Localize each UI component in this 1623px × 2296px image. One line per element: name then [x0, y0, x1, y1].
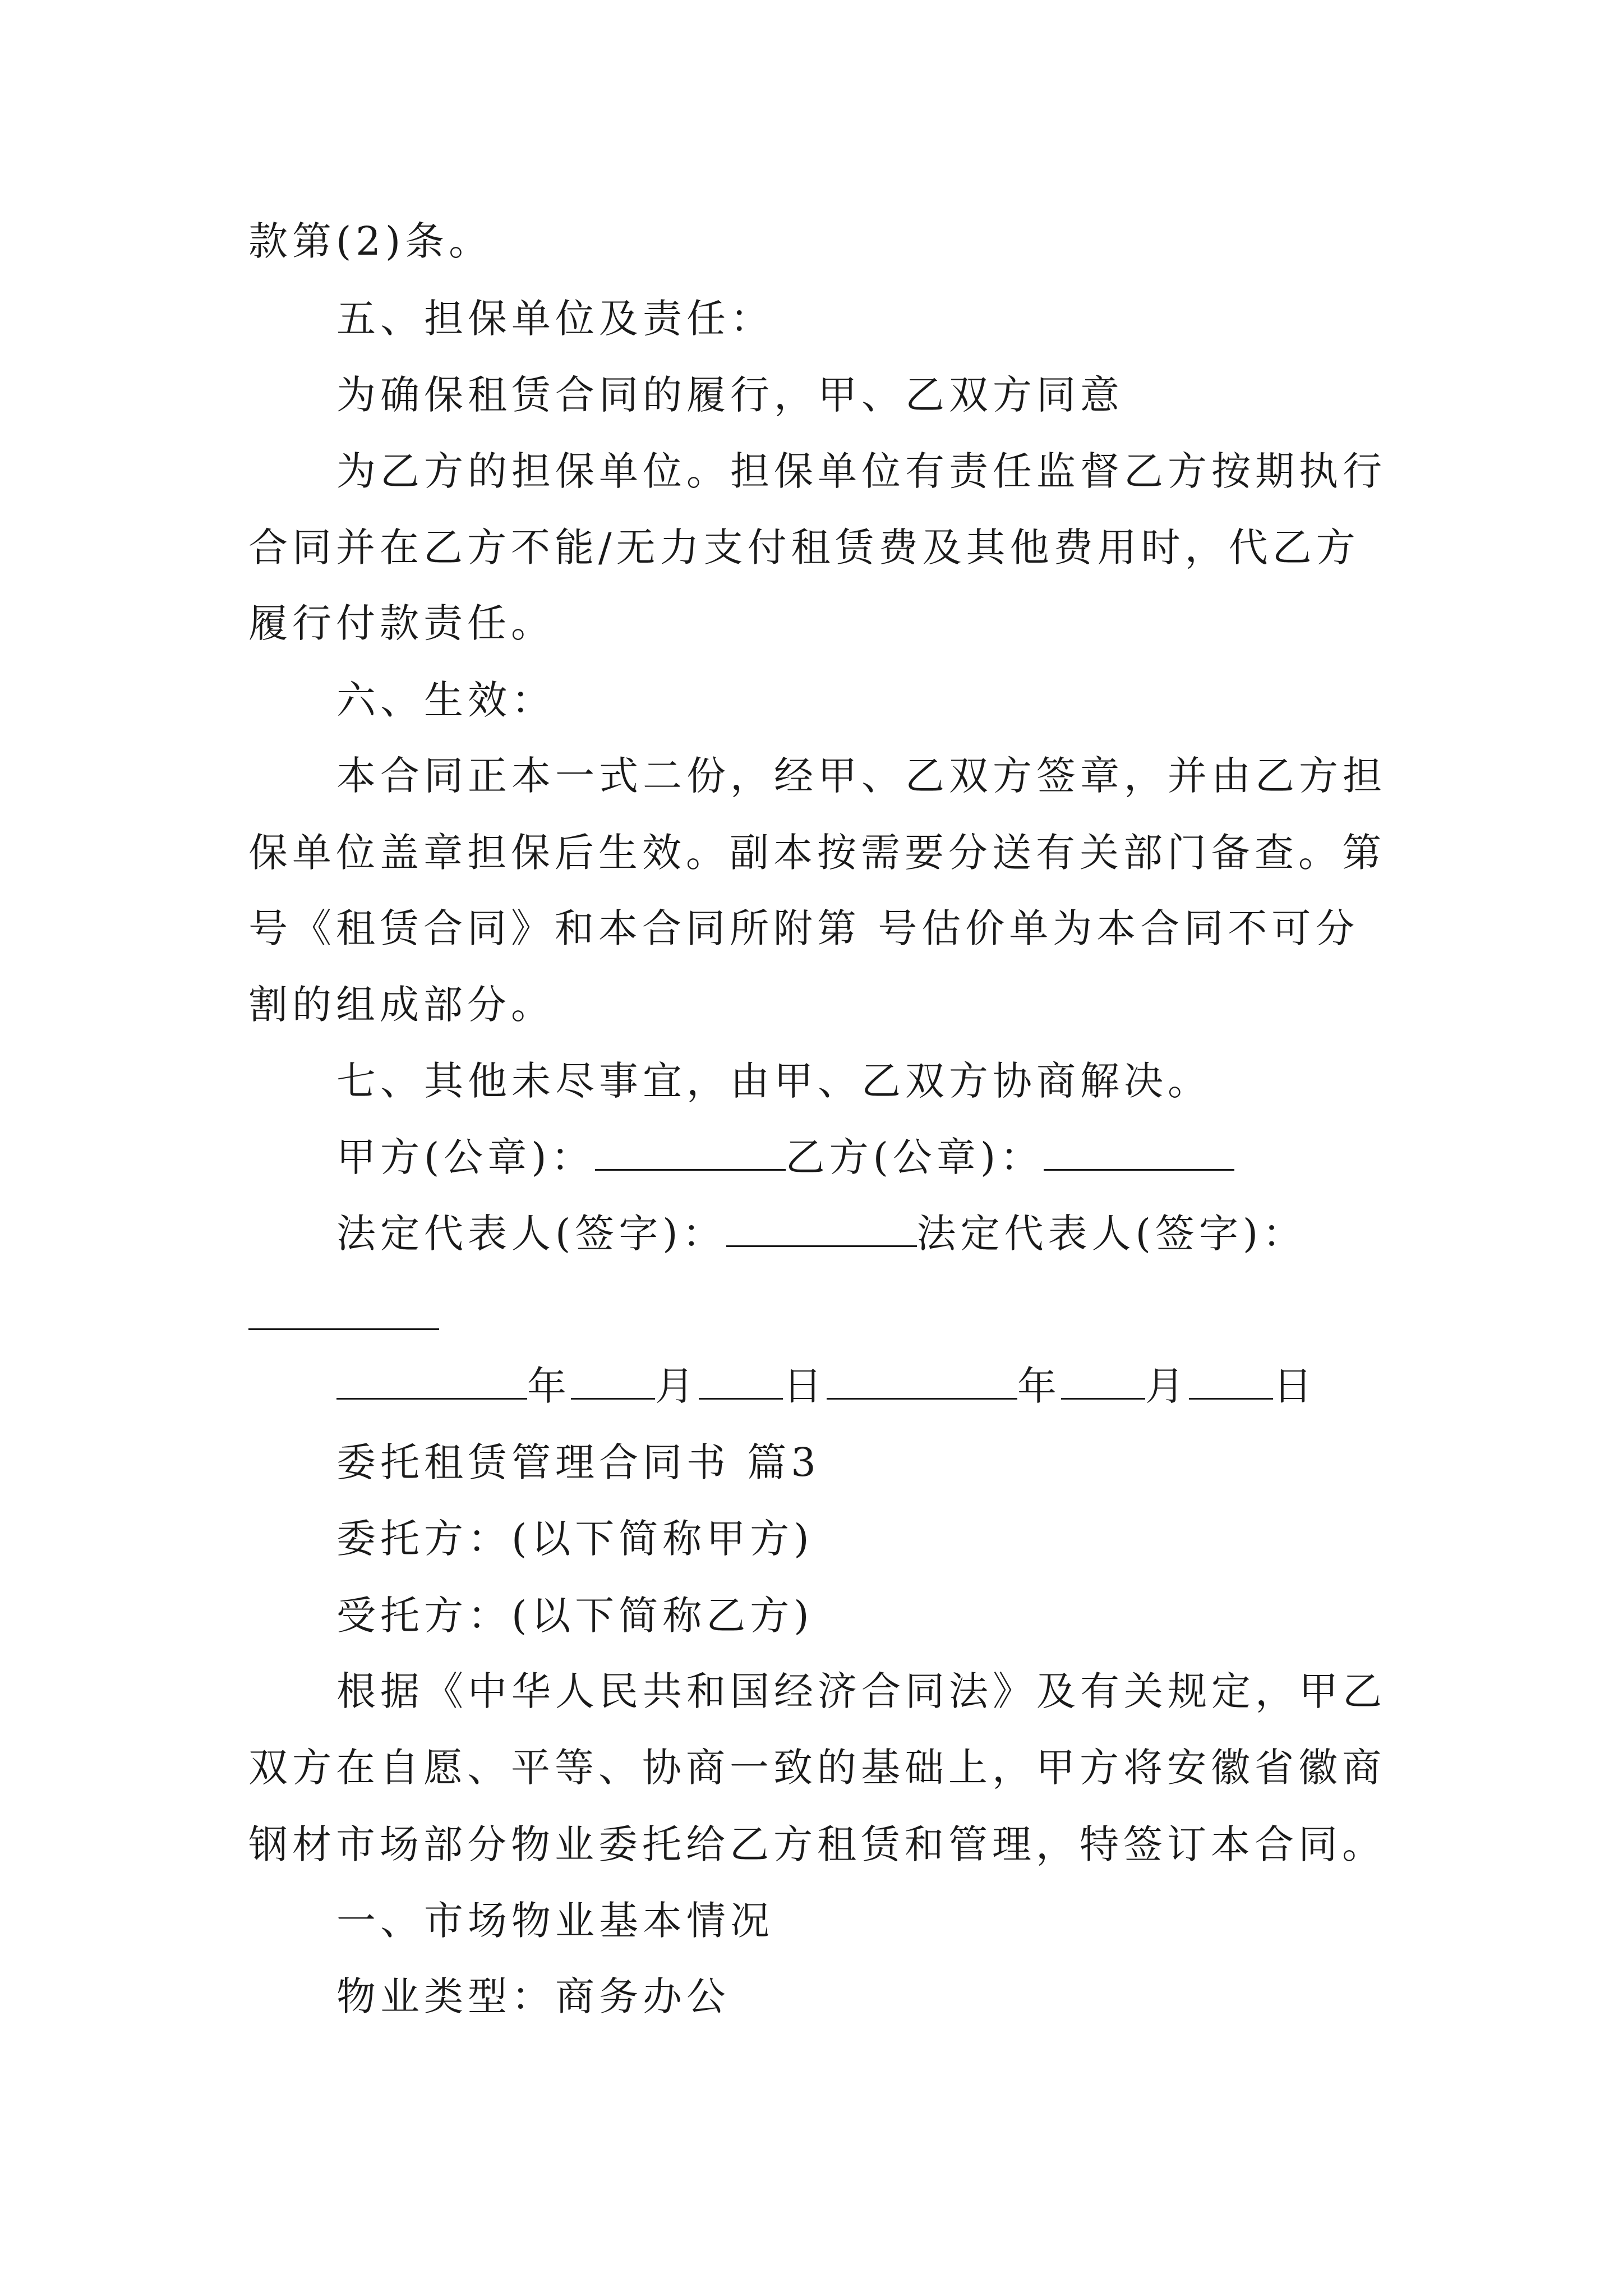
legal-rep-a-blank — [726, 1212, 917, 1247]
day-blank-b — [1189, 1364, 1273, 1400]
section-title: 委托租赁管理合同书 篇3 — [336, 1439, 820, 1485]
intro-line: 钢材市场部分物业委托给乙方租赁和管理，特签订本合同。 — [248, 1821, 1386, 1867]
party-b-seal-blank — [1044, 1135, 1234, 1171]
paragraph-line: 为乙方的担保单位。担保单位有责任监督乙方按期执行 — [336, 448, 1386, 494]
year-blank-a — [336, 1364, 527, 1400]
year-label: 年 — [527, 1363, 571, 1409]
month-label: 月 — [655, 1363, 699, 1409]
paragraph-line: 号《租赁合同》和本合同所附第 号估价单为本合同不可分 — [248, 905, 1359, 951]
day-label: 日 — [783, 1363, 827, 1409]
paragraph-line: 为确保租赁合同的履行，甲、乙双方同意 — [336, 372, 1124, 418]
seal-line — [336, 1132, 1234, 1182]
month-label: 月 — [1145, 1363, 1189, 1409]
year-label: 年 — [1017, 1363, 1061, 1409]
intro-line: 双方在自愿、平等、协商一致的基础上，甲方将安徽省徽商 — [248, 1745, 1386, 1791]
date-line — [336, 1361, 1317, 1411]
section-heading-property: 一、市场物业基本情况 — [336, 1898, 774, 1944]
party-b-seal-label: 乙方(公章)： — [785, 1134, 1044, 1180]
paragraph-line: 款第(2)条。 — [248, 218, 493, 264]
agent-line: 受托方：(以下简称乙方) — [336, 1593, 814, 1639]
month-blank-b — [1061, 1364, 1145, 1400]
section-heading-effect: 六、生效： — [336, 677, 555, 723]
legal-rep-line — [336, 1208, 1306, 1259]
legal-rep-a-label: 法定代表人(签字)： — [336, 1211, 726, 1257]
property-type-line: 物业类型：商务办公 — [336, 1973, 730, 2019]
day-blank-a — [699, 1364, 783, 1400]
paragraph-line: 保单位盖章担保后生效。副本按需要分送有关部门备查。第 — [248, 830, 1386, 876]
party-a-seal-label: 甲方(公章)： — [336, 1134, 595, 1180]
paragraph-line: 割的组成部分。 — [248, 982, 555, 1028]
month-blank-a — [571, 1364, 655, 1400]
section-heading-other: 七、其他未尽事宜，由甲、乙双方协商解决。 — [336, 1058, 1211, 1104]
legal-rep-b-label: 法定代表人(签字)： — [916, 1211, 1307, 1257]
principal-line: 委托方：(以下简称甲方) — [336, 1516, 814, 1562]
intro-line: 根据《中华人民共和国经济合同法》及有关规定，甲乙 — [336, 1668, 1386, 1714]
party-a-seal-blank — [595, 1135, 786, 1171]
legal-rep-b-blank — [248, 1328, 439, 1330]
year-blank-b — [827, 1364, 1017, 1400]
paragraph-line: 本合同正本一式二份，经甲、乙双方签章，并由乙方担 — [336, 753, 1386, 799]
paragraph-line: 合同并在乙方不能/无力支付租赁费及其他费用时，代乙方 — [248, 524, 1360, 570]
paragraph-line: 履行付款责任。 — [248, 600, 555, 646]
section-heading-guarantor: 五、担保单位及责任： — [336, 296, 774, 342]
day-label: 日 — [1273, 1363, 1317, 1409]
